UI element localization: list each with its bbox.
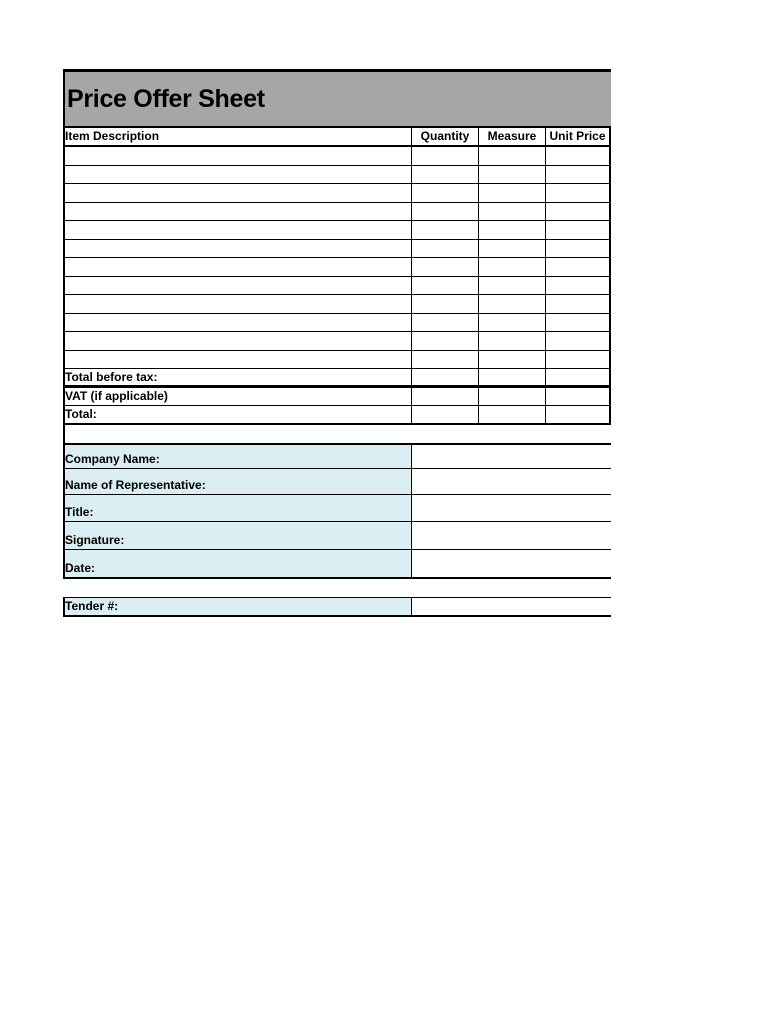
vat-row — [63, 388, 611, 407]
total-before-tax-row — [63, 369, 611, 388]
item-row — [63, 351, 611, 370]
title-row — [63, 495, 611, 522]
item-row — [63, 166, 611, 185]
signature-field[interactable] — [412, 522, 611, 549]
company-name-label: Company Name: — [65, 445, 412, 468]
total-measure[interactable] — [479, 406, 546, 423]
unit-price-cell[interactable] — [546, 295, 611, 313]
unit-price-cell[interactable] — [546, 166, 611, 184]
item-row — [63, 221, 611, 240]
quantity-cell[interactable] — [412, 332, 479, 350]
vat-measure[interactable] — [479, 388, 546, 406]
item-row — [63, 147, 611, 166]
measure-cell[interactable] — [479, 277, 546, 295]
measure-cell[interactable] — [479, 258, 546, 276]
title-label: Title: — [65, 495, 412, 521]
item-row — [63, 277, 611, 296]
unit-price-cell[interactable] — [546, 240, 611, 258]
unit-price-cell[interactable] — [546, 147, 611, 165]
header-quantity: Quantity — [412, 128, 479, 145]
item-description-cell[interactable] — [65, 221, 412, 239]
date-field[interactable] — [412, 550, 611, 577]
header-item-description: Item Description — [65, 128, 412, 145]
table-header — [63, 128, 611, 147]
item-description-cell[interactable] — [65, 314, 412, 332]
measure-cell[interactable] — [479, 166, 546, 184]
total-before-tax-price[interactable] — [546, 369, 611, 385]
quantity-cell[interactable] — [412, 277, 479, 295]
representative-label: Name of Representative: — [65, 469, 412, 494]
item-row — [63, 295, 611, 314]
page-title: Price Offer Sheet — [67, 84, 265, 113]
measure-cell[interactable] — [479, 203, 546, 221]
total-quantity[interactable] — [412, 406, 479, 423]
vat-price[interactable] — [546, 388, 611, 406]
measure-cell[interactable] — [479, 351, 546, 369]
item-description-cell[interactable] — [65, 184, 412, 202]
signature-row — [63, 522, 611, 550]
date-row — [63, 550, 611, 577]
quantity-cell[interactable] — [412, 147, 479, 165]
measure-cell[interactable] — [479, 295, 546, 313]
company-name-field[interactable] — [412, 445, 611, 468]
item-description-cell[interactable] — [65, 147, 412, 165]
vat-quantity[interactable] — [412, 388, 479, 406]
measure-cell[interactable] — [479, 184, 546, 202]
quantity-cell[interactable] — [412, 166, 479, 184]
total-before-tax-label: Total before tax: — [65, 369, 412, 385]
total-price[interactable] — [546, 406, 611, 423]
item-description-cell[interactable] — [65, 203, 412, 221]
title-field[interactable] — [412, 495, 611, 521]
total-row — [63, 406, 611, 425]
measure-cell[interactable] — [479, 314, 546, 332]
header-unit-price: Unit Price — [546, 128, 611, 145]
quantity-cell[interactable] — [412, 314, 479, 332]
representative-field[interactable] — [412, 469, 611, 494]
item-row — [63, 314, 611, 333]
item-row — [63, 258, 611, 277]
item-description-cell[interactable] — [65, 295, 412, 313]
measure-cell[interactable] — [479, 147, 546, 165]
unit-price-cell[interactable] — [546, 314, 611, 332]
date-label: Date: — [65, 550, 412, 577]
item-description-cell[interactable] — [65, 277, 412, 295]
item-description-cell[interactable] — [65, 258, 412, 276]
spacer-row — [63, 425, 611, 445]
unit-price-cell[interactable] — [546, 332, 611, 350]
total-label: Total: — [65, 406, 412, 423]
item-row — [63, 240, 611, 259]
tender-row — [63, 598, 611, 615]
title-band — [63, 69, 611, 128]
item-description-cell[interactable] — [65, 240, 412, 258]
item-rows — [63, 147, 611, 369]
item-row — [63, 203, 611, 222]
measure-cell[interactable] — [479, 240, 546, 258]
item-row — [63, 184, 611, 203]
unit-price-cell[interactable] — [546, 351, 611, 369]
vat-label: VAT (if applicable) — [65, 388, 412, 406]
quantity-cell[interactable] — [412, 221, 479, 239]
unit-price-cell[interactable] — [546, 277, 611, 295]
signature-label: Signature: — [65, 522, 412, 549]
quantity-cell[interactable] — [412, 203, 479, 221]
quantity-cell[interactable] — [412, 184, 479, 202]
tender-field[interactable] — [412, 598, 611, 615]
company-name-row — [63, 445, 611, 469]
item-description-cell[interactable] — [65, 166, 412, 184]
unit-price-cell[interactable] — [546, 184, 611, 202]
item-row — [63, 332, 611, 351]
quantity-cell[interactable] — [412, 240, 479, 258]
unit-price-cell[interactable] — [546, 221, 611, 239]
price-offer-sheet — [63, 69, 611, 617]
item-description-cell[interactable] — [65, 351, 412, 369]
quantity-cell[interactable] — [412, 295, 479, 313]
quantity-cell[interactable] — [412, 351, 479, 369]
tender-section — [63, 597, 611, 617]
quantity-cell[interactable] — [412, 258, 479, 276]
measure-cell[interactable] — [479, 332, 546, 350]
measure-cell[interactable] — [479, 221, 546, 239]
header-measure: Measure — [479, 128, 546, 145]
company-info — [63, 445, 611, 579]
representative-row — [63, 469, 611, 495]
tender-label: Tender #: — [65, 598, 412, 615]
item-description-cell[interactable] — [65, 332, 412, 350]
unit-price-cell[interactable] — [546, 258, 611, 276]
unit-price-cell[interactable] — [546, 203, 611, 221]
total-before-tax-quantity[interactable] — [412, 369, 479, 385]
total-before-tax-measure[interactable] — [479, 369, 546, 385]
